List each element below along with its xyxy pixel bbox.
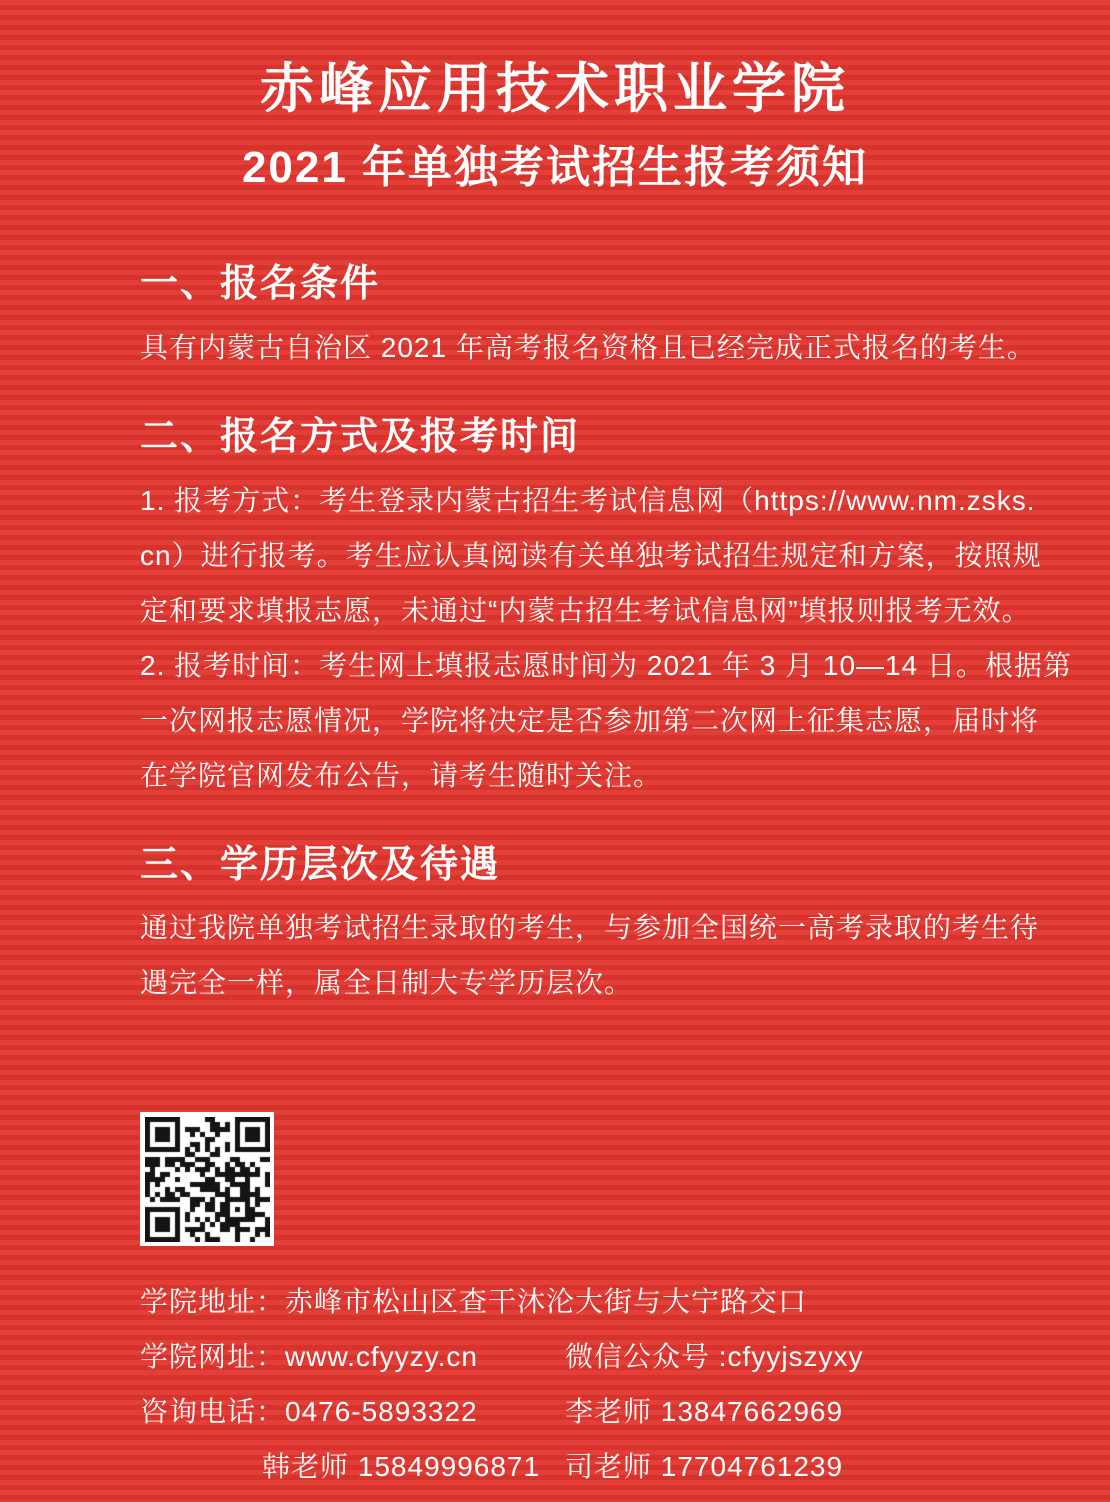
section-heading-2: 二、报名方式及报考时间 [140, 416, 581, 459]
contact-row-phone [140, 1384, 1050, 1439]
qr-code [140, 1112, 274, 1246]
body-line: 定和要求填报志愿，未通过“内蒙古招生考试信息网”填报则报考无效。 [140, 594, 1031, 626]
contact-row-website [140, 1329, 1050, 1384]
body-line: cn）进行报考。考生应认真阅读有关单独考试招生规定和方案，按照规 [140, 539, 1042, 571]
teacher-li-line: 李老师 13847662969 [565, 1396, 844, 1428]
body-line: 在学院官网发布公告，请考生随时关注。 [140, 759, 663, 791]
college-name-title: 赤峰应用技术职业学院 [260, 59, 850, 119]
body-line: 遇完全一样，属全日制大专学历层次。 [140, 967, 634, 999]
qr-code-canvas [145, 1117, 270, 1242]
section-education-level-treatment [140, 843, 1050, 1011]
section-registration-conditions [140, 262, 1050, 375]
section-heading-1: 一、报名条件 [140, 263, 381, 306]
website-line: 学院网址：www.cfyyzy.cn [140, 1341, 478, 1373]
poster-content [0, 262, 1110, 1494]
contact-info [140, 1274, 1050, 1494]
body-line: 具有内蒙古自治区 2021 年高考报名资格且已经完成正式报名的考生。 [140, 332, 1036, 364]
contact-row-address [140, 1274, 1050, 1329]
body-line: 2. 报考时间：考生网上填报志愿时间为 2021 年 3 月 10—14 日。根据第 [140, 649, 1072, 681]
address-line: 学院地址：赤峰市松山区查干沐沦大街与大宁路交口 [140, 1286, 808, 1318]
notice-subtitle: 2021 年单独考试招生报考须知 [241, 143, 869, 193]
section-registration-method-time [140, 415, 1072, 803]
body-line: 一次网报志愿情况，学院将决定是否参加第二次网上征集志愿，届时将 [140, 704, 1040, 736]
section-heading-3: 三、学历层次及待遇 [140, 843, 501, 886]
phone-line: 咨询电话：0476-5893322 [140, 1396, 478, 1428]
teacher-han-line: 韩老师 15849996871 [262, 1451, 541, 1483]
poster-header [0, 0, 1110, 192]
body-line: 通过我院单独考试招生录取的考生，与参加全国统一高考录取的考生待 [140, 912, 1040, 944]
body-line: 1. 报考方式：考生登录内蒙古招生考试信息网（https://www.nm.zsks. [140, 484, 1036, 516]
teacher-si-line: 司老师 17704761239 [565, 1451, 844, 1483]
wechat-line: 微信公众号 :cfyyjszyxy [565, 1341, 864, 1373]
contact-row-teachers [140, 1439, 1050, 1494]
